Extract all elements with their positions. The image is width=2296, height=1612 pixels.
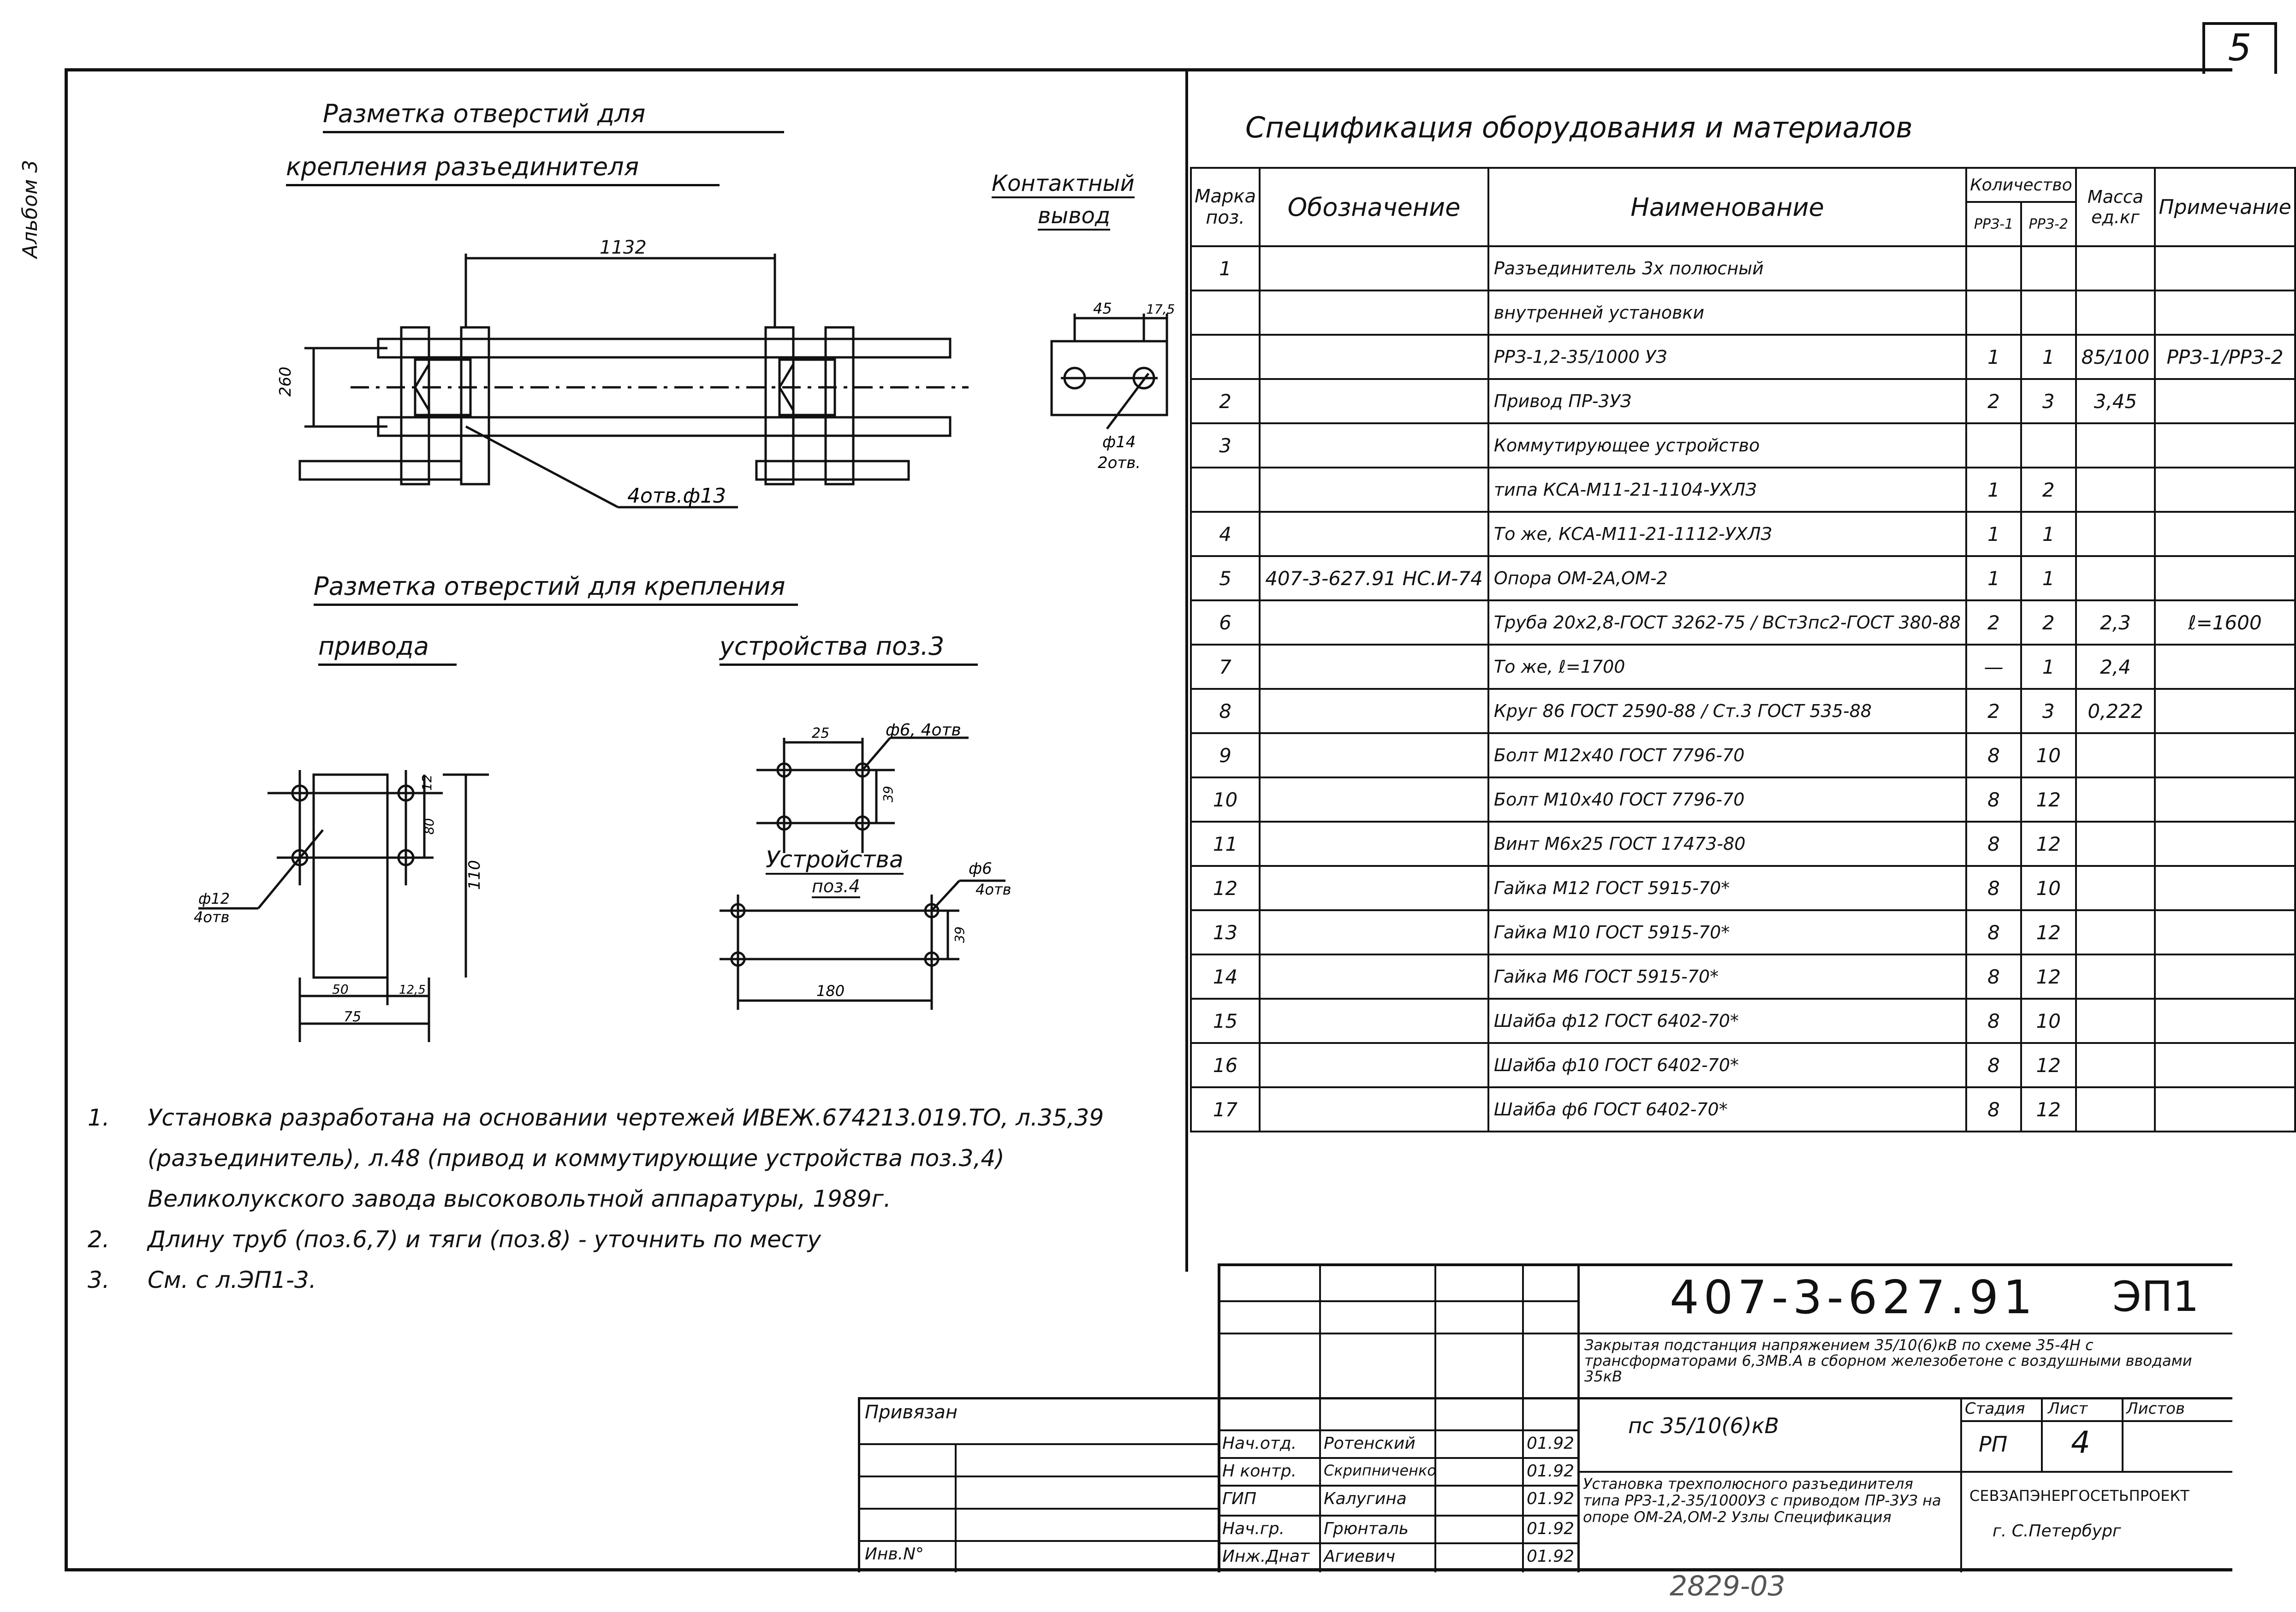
spec-cell-des bbox=[1260, 423, 1488, 468]
dev4-label-1: Устройства bbox=[766, 846, 904, 875]
spec-cell-mass bbox=[2076, 866, 2155, 910]
spec-cell-q2: 12 bbox=[2021, 777, 2076, 822]
spec-row bbox=[1191, 556, 2295, 600]
spec-cell-q2: 12 bbox=[2021, 1087, 2076, 1132]
spec-cell-q1: 8 bbox=[1966, 954, 2021, 999]
spec-body bbox=[1191, 246, 2295, 1132]
spec-row bbox=[1191, 379, 2295, 423]
drive-hole: ф12 bbox=[198, 890, 230, 907]
spec-cell-pos: 17 bbox=[1191, 1087, 1260, 1132]
spec-cell-mass bbox=[2076, 1043, 2155, 1087]
sheet-corner-number: 5 bbox=[2202, 22, 2277, 74]
dim-length: 1132 bbox=[600, 237, 647, 258]
spec-cell-note bbox=[2155, 1043, 2295, 1087]
spec-cell-pos: 7 bbox=[1191, 645, 1260, 689]
spec-cell-note bbox=[2155, 910, 2295, 954]
spec-cell-pos: 10 bbox=[1191, 777, 1260, 822]
spec-cell-name: Коммутирующее устройство bbox=[1488, 423, 1966, 468]
spec-cell-q1: 8 bbox=[1966, 777, 2021, 822]
spec-cell-des bbox=[1260, 379, 1488, 423]
name-2: Калугина bbox=[1324, 1489, 1407, 1508]
spec-cell-note bbox=[2155, 1087, 2295, 1132]
bottom-drawing-title: Разметка отверстий для крепления bbox=[314, 572, 798, 606]
spec-cell-pos: 14 bbox=[1191, 954, 1260, 999]
spec-cell-q2: 10 bbox=[2021, 999, 2076, 1043]
spec-cell-pos: 11 bbox=[1191, 822, 1260, 866]
spec-cell-q2: 3 bbox=[2021, 379, 2076, 423]
spec-cell-q1 bbox=[1966, 423, 2021, 468]
doc-code: 407-3-627.91 bbox=[1670, 1270, 2037, 1324]
spec-cell-q2 bbox=[2021, 423, 2076, 468]
spec-cell-q2: 10 bbox=[2021, 866, 2076, 910]
spec-cell-q2 bbox=[2021, 290, 2076, 335]
spec-cell-q1: 8 bbox=[1966, 822, 2021, 866]
spec-cell-pos: 2 bbox=[1191, 379, 1260, 423]
spec-cell-note bbox=[2155, 556, 2295, 600]
spec-cell-pos bbox=[1191, 335, 1260, 379]
spec-cell-note bbox=[2155, 822, 2295, 866]
spec-cell-note bbox=[2155, 379, 2295, 423]
role-1: Н контр. bbox=[1222, 1462, 1297, 1481]
spec-row bbox=[1191, 733, 2295, 777]
col-qty: Количество bbox=[1966, 168, 2076, 202]
sheet-code: ЭП1 bbox=[2112, 1273, 2199, 1321]
stage: РП bbox=[1979, 1432, 2008, 1457]
spec-cell-q2: 2 bbox=[2021, 468, 2076, 512]
date-2: 01.92 bbox=[1527, 1489, 1575, 1508]
drive-holes-drawing bbox=[184, 756, 535, 1042]
spec-cell-name: Привод ПР-3УЗ bbox=[1488, 379, 1966, 423]
note-1-num: 1. bbox=[88, 1104, 110, 1131]
col-qty2: РРЗ-2 bbox=[2021, 202, 2076, 246]
spec-cell-mass bbox=[2076, 999, 2155, 1043]
spec-cell-q2: 1 bbox=[2021, 556, 2076, 600]
spec-cell-note bbox=[2155, 512, 2295, 556]
col-designation: Обозначение bbox=[1260, 168, 1488, 246]
spec-row bbox=[1191, 290, 2295, 335]
spec-cell-q1: 8 bbox=[1966, 999, 2021, 1043]
spec-row bbox=[1191, 468, 2295, 512]
spec-cell-name: Шайба ф12 ГОСТ 6402-70* bbox=[1488, 999, 1966, 1043]
dev4-label-2: поз.4 bbox=[812, 876, 860, 898]
spec-cell-mass bbox=[2076, 777, 2155, 822]
role-3: Нач.гр. bbox=[1222, 1519, 1285, 1538]
org: СЕВЗАПЭНЕРГОСЕТЬПРОЕКТ bbox=[1969, 1487, 2189, 1505]
spec-cell-name: Шайба ф10 ГОСТ 6402-70* bbox=[1488, 1043, 1966, 1087]
dev3-d39: 39 bbox=[880, 786, 896, 802]
dev4-d180: 180 bbox=[816, 982, 845, 1000]
inv-no: Инв.N° bbox=[865, 1545, 924, 1564]
spec-cell-q1: 1 bbox=[1966, 556, 2021, 600]
spec-cell-q1: 1 bbox=[1966, 512, 2021, 556]
drive-d80: 80 bbox=[422, 818, 437, 835]
spec-cell-des bbox=[1260, 910, 1488, 954]
note-2 bbox=[88, 1219, 1125, 1260]
spec-cell-des: 407-3-627.91 НС.И-74 bbox=[1260, 556, 1488, 600]
center-divider bbox=[1185, 68, 1188, 1272]
stage-label: Стадия bbox=[1965, 1399, 2025, 1418]
spec-row bbox=[1191, 954, 2295, 999]
project-title: Закрытая подстанция напряжением 35/10(6)кВ по схеме 35-4Н с трансформаторами 6,3МВ.А в сборном железобетоне с воздушными вводами 35кВ bbox=[1584, 1336, 2192, 1385]
note-1-text: Установка разработана на основании чертежей ИВЕЖ.674213.019.ТО, л.35,39 (разъединитель), л.48 (привод и коммутирующие устройства поз.3,4) Великолукского завода высоковольтной аппаратуры, 1989г. bbox=[148, 1104, 1104, 1212]
spec-cell-name: Гайка М10 ГОСТ 5915-70* bbox=[1488, 910, 1966, 954]
spec-cell-mass bbox=[2076, 733, 2155, 777]
spec-cell-q1: 8 bbox=[1966, 1087, 2021, 1132]
spec-cell-note bbox=[2155, 954, 2295, 999]
spec-cell-q2: 12 bbox=[2021, 1043, 2076, 1087]
spec-row bbox=[1191, 777, 2295, 822]
spec-cell-note bbox=[2155, 733, 2295, 777]
bottom-drawing-sub-left: привода bbox=[318, 632, 457, 666]
spec-cell-q1: 8 bbox=[1966, 866, 2021, 910]
spec-cell-q1: 1 bbox=[1966, 335, 2021, 379]
spec-row bbox=[1191, 1043, 2295, 1087]
terminal-dim-b: 17,5 bbox=[1146, 302, 1175, 317]
spec-cell-q1 bbox=[1966, 290, 2021, 335]
spec-cell-des bbox=[1260, 335, 1488, 379]
spec-cell-pos bbox=[1191, 290, 1260, 335]
drive-d75: 75 bbox=[344, 1009, 362, 1025]
date-4: 01.92 bbox=[1527, 1547, 1575, 1566]
spec-cell-des bbox=[1260, 512, 1488, 556]
spec-cell-mass bbox=[2076, 1087, 2155, 1132]
spec-row bbox=[1191, 645, 2295, 689]
note-3 bbox=[88, 1260, 1125, 1300]
object: пс 35/10(6)кВ bbox=[1628, 1413, 1779, 1438]
spec-cell-q2: 12 bbox=[2021, 954, 2076, 999]
spec-cell-pos: 15 bbox=[1191, 999, 1260, 1043]
spec-cell-q1 bbox=[1966, 246, 2021, 290]
spec-cell-mass bbox=[2076, 822, 2155, 866]
drive-d50: 50 bbox=[332, 982, 349, 997]
spec-cell-note bbox=[2155, 468, 2295, 512]
spec-cell-mass bbox=[2076, 512, 2155, 556]
spec-cell-note: РРЗ-1/РРЗ-2 bbox=[2155, 335, 2295, 379]
name-4: Агиевич bbox=[1324, 1547, 1395, 1566]
spec-row bbox=[1191, 246, 2295, 290]
note-3-text: См. с л.ЭП1-3. bbox=[148, 1267, 316, 1293]
spec-cell-des bbox=[1260, 689, 1488, 733]
spec-cell-mass bbox=[2076, 468, 2155, 512]
dev3-hole: ф6, 4отв bbox=[886, 721, 961, 740]
drive-d12-5: 12,5 bbox=[399, 983, 426, 997]
device4-holes-drawing bbox=[710, 853, 1024, 1019]
spec-cell-name: Шайба ф6 ГОСТ 6402-70* bbox=[1488, 1087, 1966, 1132]
spec-cell-pos: 1 bbox=[1191, 246, 1260, 290]
role-4: Инж.Днат bbox=[1222, 1547, 1310, 1566]
spec-cell-q2: 2 bbox=[2021, 600, 2076, 645]
spec-row bbox=[1191, 600, 2295, 645]
left-margin-text: Альбом 3 bbox=[18, 160, 42, 258]
spec-cell-mass bbox=[2076, 290, 2155, 335]
spec-cell-name: Труба 20х2,8-ГОСТ 3262-75 / ВСт3пс2-ГОСТ 380-88 bbox=[1488, 600, 1966, 645]
spec-cell-q2: 12 bbox=[2021, 910, 2076, 954]
spec-cell-des bbox=[1260, 866, 1488, 910]
spec-cell-note bbox=[2155, 777, 2295, 822]
spec-cell-mass: 2,3 bbox=[2076, 600, 2155, 645]
spec-cell-q2: 1 bbox=[2021, 335, 2076, 379]
spec-row bbox=[1191, 999, 2295, 1043]
spec-cell-q2: 10 bbox=[2021, 733, 2076, 777]
spec-cell-mass bbox=[2076, 954, 2155, 999]
date-3: 01.92 bbox=[1527, 1519, 1575, 1538]
spec-cell-des bbox=[1260, 777, 1488, 822]
spec-row bbox=[1191, 423, 2295, 468]
spec-cell-mass: 2,4 bbox=[2076, 645, 2155, 689]
spec-table bbox=[1190, 167, 2296, 1132]
spec-row bbox=[1191, 689, 2295, 733]
spec-cell-name: То же, КСА-М11-21-1112-УХЛЗ bbox=[1488, 512, 1966, 556]
spec-row bbox=[1191, 512, 2295, 556]
contact-terminal-title-2: вывод bbox=[1038, 203, 1110, 231]
spec-row bbox=[1191, 822, 2295, 866]
spec-cell-des bbox=[1260, 290, 1488, 335]
holes-label: 4отв.ф13 bbox=[627, 484, 726, 508]
spec-cell-q2: 1 bbox=[2021, 512, 2076, 556]
spec-cell-mass bbox=[2076, 556, 2155, 600]
spec-cell-des bbox=[1260, 246, 1488, 290]
spec-cell-name: Болт М10х40 ГОСТ 7796-70 bbox=[1488, 777, 1966, 822]
spec-cell-name: Круг 86 ГОСТ 2590-88 / Ст.3 ГОСТ 535-88 bbox=[1488, 689, 1966, 733]
spec-cell-name: Болт М12х40 ГОСТ 7796-70 bbox=[1488, 733, 1966, 777]
note-3-num: 3. bbox=[88, 1267, 110, 1293]
name-0: Ротенский bbox=[1324, 1434, 1416, 1453]
dev4-count: 4отв bbox=[976, 881, 1011, 898]
city: г. С.Петербург bbox=[1993, 1522, 2121, 1541]
spec-cell-des bbox=[1260, 733, 1488, 777]
drive-d110: 110 bbox=[465, 860, 484, 890]
name-3: Грюнталь bbox=[1324, 1519, 1409, 1538]
spec-cell-note bbox=[2155, 246, 2295, 290]
terminal-hole: ф14 bbox=[1102, 433, 1136, 451]
spec-title: Спецификация оборудования и материалов bbox=[1245, 111, 1913, 144]
contact-terminal-drawing bbox=[1029, 295, 1185, 489]
col-name: Наименование bbox=[1488, 168, 1966, 246]
spec-cell-pos: 5 bbox=[1191, 556, 1260, 600]
spec-cell-des bbox=[1260, 645, 1488, 689]
drawing-title: Установка трехполюсного разъединителя типа РРЗ-1,2-35/1000УЗ с приводом ПР-3УЗ на опоре ОМ-2А,ОМ-2 Узлы Спецификация bbox=[1583, 1475, 1941, 1526]
col-qty1: РРЗ-1 bbox=[1966, 202, 2021, 246]
terminal-count: 2отв. bbox=[1098, 454, 1141, 472]
drive-count: 4отв bbox=[194, 908, 230, 926]
spec-cell-mass bbox=[2076, 910, 2155, 954]
spec-cell-q2 bbox=[2021, 246, 2076, 290]
spec-cell-des bbox=[1260, 954, 1488, 999]
dim-height: 260 bbox=[276, 367, 295, 397]
spec-cell-q1: 2 bbox=[1966, 689, 2021, 733]
spec-cell-mass: 85/100 bbox=[2076, 335, 2155, 379]
spec-cell-mass: 3,45 bbox=[2076, 379, 2155, 423]
spec-cell-note bbox=[2155, 423, 2295, 468]
spec-cell-name: Гайка М6 ГОСТ 5915-70* bbox=[1488, 954, 1966, 999]
spec-cell-des bbox=[1260, 1087, 1488, 1132]
bottom-stamp: 2829-03 bbox=[1670, 1570, 1785, 1602]
spec-row bbox=[1191, 1087, 2295, 1132]
contact-terminal-title-1: Контактный bbox=[992, 171, 1135, 198]
date-0: 01.92 bbox=[1527, 1434, 1575, 1453]
spec-cell-q2: 1 bbox=[2021, 645, 2076, 689]
spec-cell-pos: 4 bbox=[1191, 512, 1260, 556]
spec-cell-q1: 8 bbox=[1966, 910, 2021, 954]
spec-cell-pos: 16 bbox=[1191, 1043, 1260, 1087]
spec-cell-pos: 8 bbox=[1191, 689, 1260, 733]
notes bbox=[88, 1097, 1125, 1300]
spec-cell-name: типа КСА-М11-21-1104-УХЛЗ bbox=[1488, 468, 1966, 512]
dev4-d39: 39 bbox=[952, 926, 967, 943]
note-1 bbox=[88, 1097, 1125, 1219]
top-drawing-title-2: крепления разъединителя bbox=[286, 152, 720, 186]
note-2-text: Длину труб (поз.6,7) и тяги (поз.8) - уточнить по месту bbox=[148, 1226, 821, 1253]
sheets-label: Листов bbox=[2126, 1399, 2185, 1418]
spec-cell-pos: 6 bbox=[1191, 600, 1260, 645]
sheet-label: Лист bbox=[2048, 1399, 2088, 1418]
spec-cell-mass bbox=[2076, 246, 2155, 290]
spec-cell-note bbox=[2155, 689, 2295, 733]
spec-cell-note: ℓ=1600 bbox=[2155, 600, 2295, 645]
note-2-num: 2. bbox=[88, 1226, 110, 1253]
date-1: 01.92 bbox=[1527, 1462, 1575, 1481]
spec-row bbox=[1191, 910, 2295, 954]
spec-cell-q1: 8 bbox=[1966, 733, 2021, 777]
spec-cell-q1: — bbox=[1966, 645, 2021, 689]
col-mass: Масса ед.кг bbox=[2076, 168, 2155, 246]
spec-cell-q1: 1 bbox=[1966, 468, 2021, 512]
role-2: ГИП bbox=[1222, 1489, 1257, 1508]
spec-cell-name: РРЗ-1,2-35/1000 УЗ bbox=[1488, 335, 1966, 379]
spec-cell-name: Разъединитель 3х полюсный bbox=[1488, 246, 1966, 290]
spec-cell-pos: 3 bbox=[1191, 423, 1260, 468]
spec-cell-q2: 3 bbox=[2021, 689, 2076, 733]
dev4-hole: ф6 bbox=[969, 859, 992, 878]
spec-cell-des bbox=[1260, 822, 1488, 866]
spec-cell-des bbox=[1260, 600, 1488, 645]
spec-cell-mass: 0,222 bbox=[2076, 689, 2155, 733]
spec-cell-des bbox=[1260, 468, 1488, 512]
spec-cell-name: внутренней установки bbox=[1488, 290, 1966, 335]
spec-row bbox=[1191, 866, 2295, 910]
device3-holes-drawing bbox=[738, 719, 996, 858]
spec-cell-q1: 2 bbox=[1966, 600, 2021, 645]
drive-d12: 12 bbox=[419, 774, 434, 791]
spec-cell-name: Гайка М12 ГОСТ 5915-70* bbox=[1488, 866, 1966, 910]
spec-row bbox=[1191, 335, 2295, 379]
bottom-drawing-sub-right: устройства поз.3 bbox=[720, 632, 978, 666]
spec-cell-pos bbox=[1191, 468, 1260, 512]
spec-cell-pos: 12 bbox=[1191, 866, 1260, 910]
spec-cell-des bbox=[1260, 999, 1488, 1043]
col-mark: Марка поз. bbox=[1191, 168, 1260, 246]
top-drawing-title-1: Разметка отверстий для bbox=[323, 99, 784, 133]
spec-cell-pos: 9 bbox=[1191, 733, 1260, 777]
dev3-d25: 25 bbox=[812, 725, 830, 741]
spec-cell-q2: 12 bbox=[2021, 822, 2076, 866]
spec-cell-note bbox=[2155, 999, 2295, 1043]
spec-cell-note bbox=[2155, 645, 2295, 689]
spec-cell-q1: 8 bbox=[1966, 1043, 2021, 1087]
privyazan: Привязан bbox=[865, 1402, 958, 1423]
spec-cell-q1: 2 bbox=[1966, 379, 2021, 423]
spec-cell-mass bbox=[2076, 423, 2155, 468]
name-1: Скрипниченко bbox=[1324, 1462, 1436, 1479]
spec-cell-name: Опора ОМ-2А,ОМ-2 bbox=[1488, 556, 1966, 600]
disconnector-drawing bbox=[277, 221, 1015, 544]
spec-cell-des bbox=[1260, 1043, 1488, 1087]
spec-cell-name: То же, ℓ=1700 bbox=[1488, 645, 1966, 689]
terminal-dim-a: 45 bbox=[1093, 300, 1112, 317]
spec-cell-name: Винт М6х25 ГОСТ 17473-80 bbox=[1488, 822, 1966, 866]
col-note: Примечание bbox=[2155, 168, 2295, 246]
role-0: Нач.отд. bbox=[1222, 1434, 1297, 1453]
sheet-number: 4 bbox=[2071, 1425, 2090, 1460]
spec-cell-note bbox=[2155, 866, 2295, 910]
spec-cell-note bbox=[2155, 290, 2295, 335]
spec-cell-pos: 13 bbox=[1191, 910, 1260, 954]
